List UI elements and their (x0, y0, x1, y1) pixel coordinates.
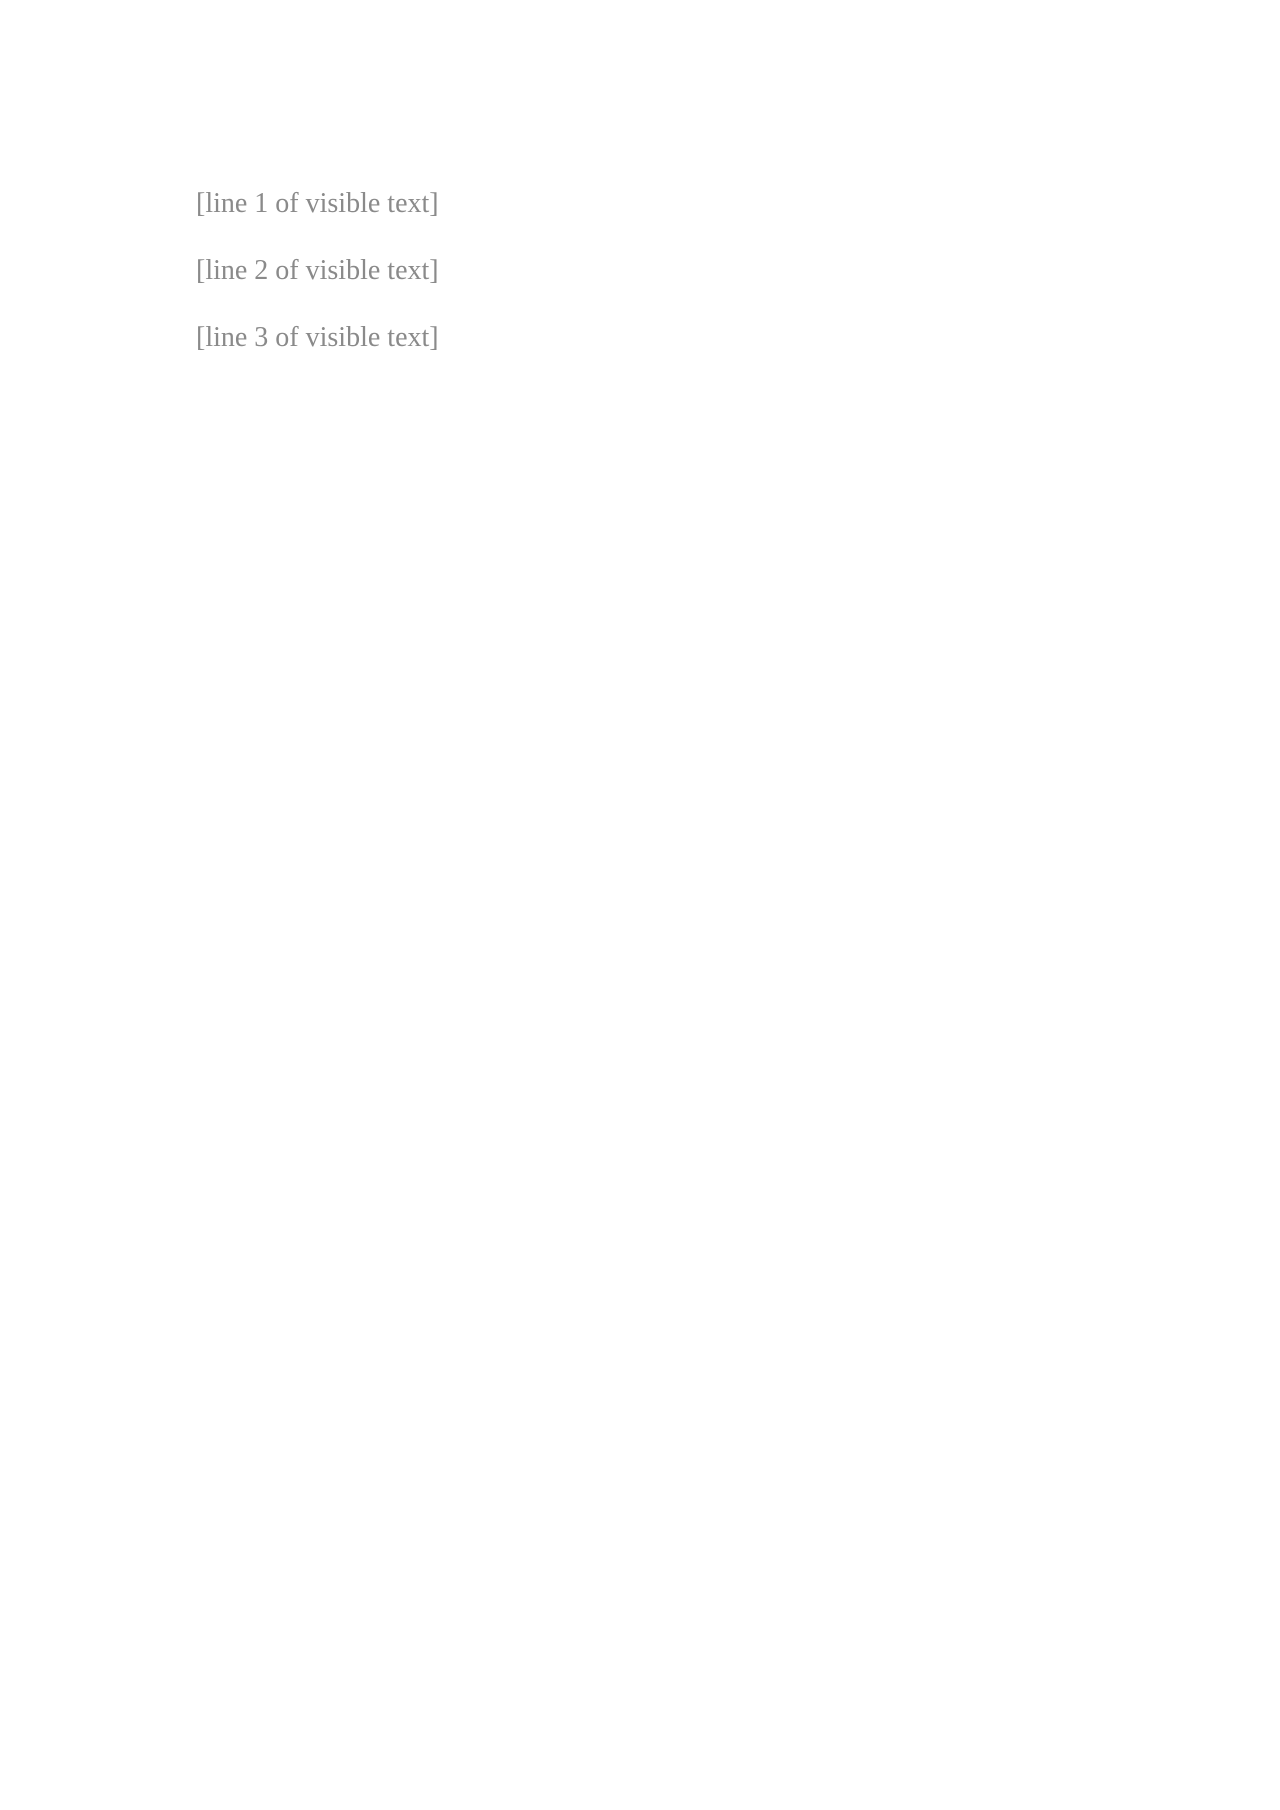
body-text (196, 170, 1140, 371)
text-line: [line 3 of visible text] (196, 322, 439, 353)
text-line: [line 2 of visible text] (196, 255, 439, 286)
text-line: [line 1 of visible text] (196, 188, 439, 219)
